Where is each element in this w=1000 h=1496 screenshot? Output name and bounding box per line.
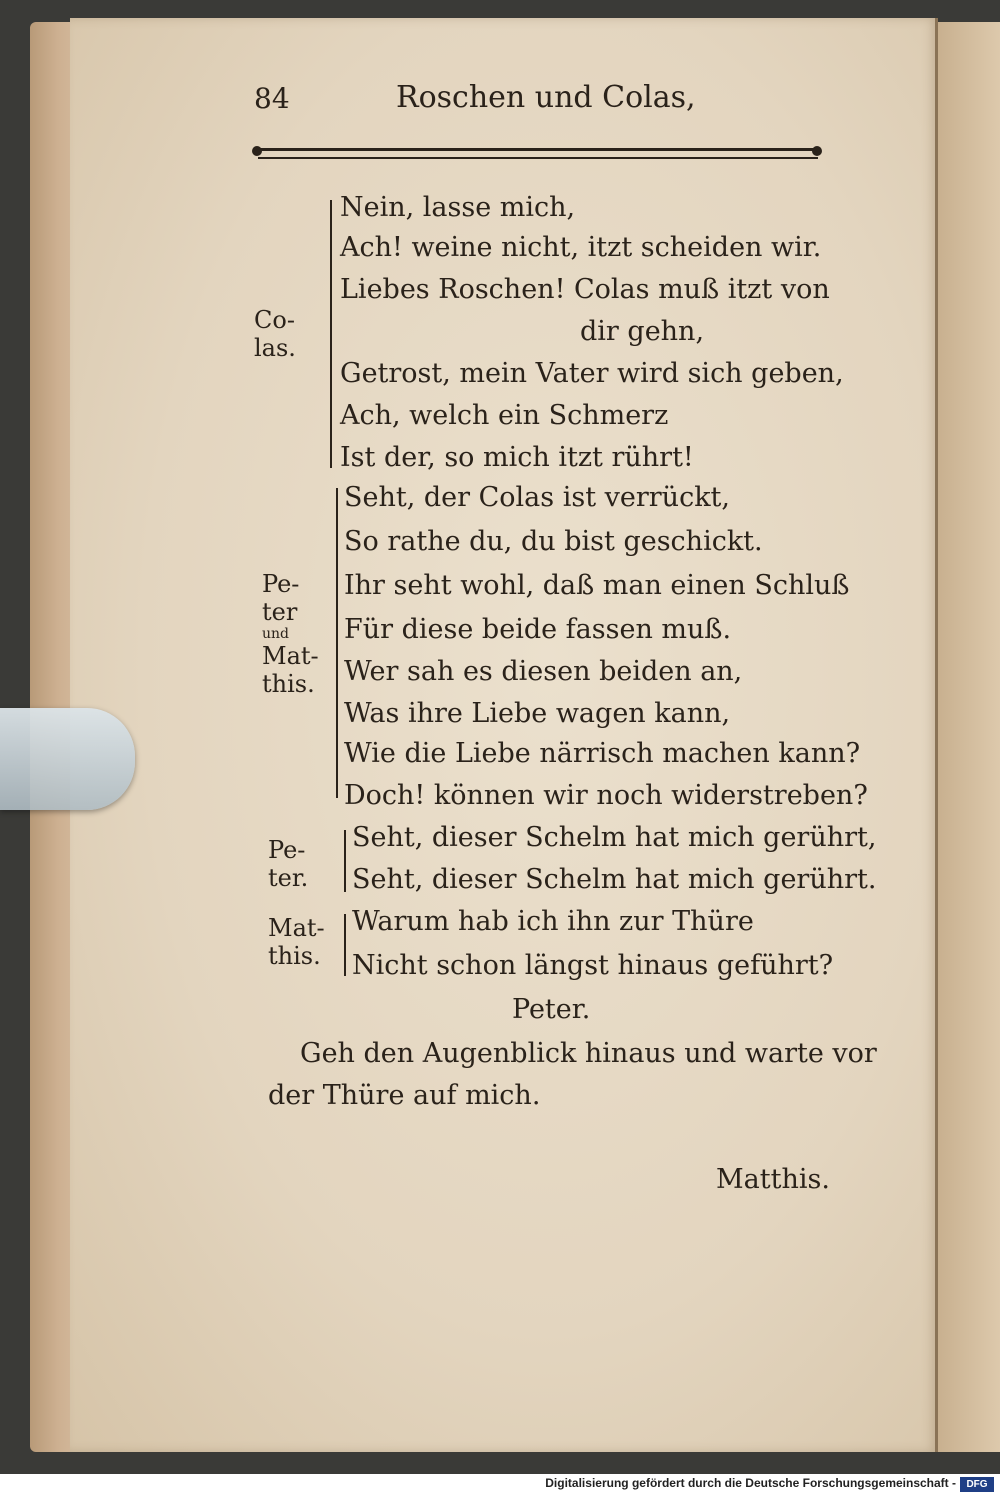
- verse-line: Nicht schon längst hinaus geführt?: [352, 950, 834, 981]
- verse-line: Ach! weine nicht, itzt scheiden wir.: [340, 232, 822, 263]
- speaker-line: ter: [262, 598, 298, 626]
- brace-matthis: [344, 914, 346, 976]
- verse-line: Seht, dieser Schelm hat mich gerührt.: [352, 864, 877, 895]
- page-tab: [0, 708, 135, 810]
- verse-line: Für diese beide fassen muß.: [344, 614, 732, 645]
- speaker-matthis: [268, 914, 325, 970]
- speaker-line: Pe-: [268, 836, 306, 864]
- verse-line: Seht, der Colas ist verrückt,: [344, 482, 730, 513]
- speaker-line: Mat-: [268, 914, 325, 942]
- rule-ornament-right: [812, 146, 822, 156]
- verse-line: Wie die Liebe närrisch machen kann?: [344, 738, 861, 769]
- speaker-line: und: [262, 626, 289, 642]
- speaker-line: las.: [254, 334, 296, 362]
- speaker-line: Co-: [254, 306, 295, 334]
- verse-line: Liebes Roschen! Colas muß itzt von: [340, 274, 830, 305]
- dfg-logo: DFG: [960, 1477, 994, 1492]
- speaker-line: ter.: [268, 864, 309, 892]
- verse-line: Ihr seht wohl, daß man einen Schluß: [344, 570, 850, 601]
- page-number: 84: [254, 82, 290, 115]
- speaker-line: Mat-: [262, 642, 319, 670]
- stage-heading: Peter.: [512, 994, 591, 1025]
- verse-line: So rathe du, du bist geschickt.: [344, 526, 763, 557]
- speaker-peter-matthis: [262, 570, 319, 698]
- speaker-line: this.: [262, 670, 315, 698]
- verse-line: Getrost, mein Vater wird sich geben,: [340, 358, 844, 389]
- speaker-line: Pe-: [262, 570, 300, 598]
- brace-peter: [344, 830, 346, 892]
- prose-line: der Thüre auf mich.: [268, 1080, 541, 1111]
- verse-line: Nein, lasse mich,: [340, 192, 576, 223]
- verse-line: Was ihre Liebe wagen kann,: [344, 698, 731, 729]
- running-title: Roschen und Colas,: [396, 80, 696, 115]
- facing-page-edge: [938, 22, 1000, 1452]
- verse-line: Ach, welch ein Schmerz: [340, 400, 669, 431]
- verse-line: dir gehn,: [580, 316, 705, 347]
- catchword: Matthis.: [716, 1164, 830, 1195]
- verse-line: Seht, dieser Schelm hat mich gerührt,: [352, 822, 877, 853]
- speaker-colas: [254, 306, 296, 362]
- verse-line: Wer sah es diesen beiden an,: [344, 656, 743, 687]
- brace-colas: [330, 200, 332, 468]
- verse-line: Ist der, so mich itzt rührt!: [340, 442, 694, 473]
- speaker-peter: [268, 836, 308, 892]
- brace-peter-matthis: [336, 488, 338, 798]
- verse-line: Warum hab ich ihn zur Thüre: [352, 906, 754, 937]
- speaker-line: this.: [268, 942, 321, 970]
- header-rule: [258, 148, 818, 159]
- verse-line: Doch! können wir noch widerstreben?: [344, 780, 868, 811]
- prose-line: Geh den Augenblick hinaus und warte vor: [300, 1038, 877, 1069]
- footer-credit: Digitalisierung gefördert durch die Deutsche Forschungsgemeinschaft -: [545, 1476, 956, 1490]
- rule-ornament-left: [252, 146, 262, 156]
